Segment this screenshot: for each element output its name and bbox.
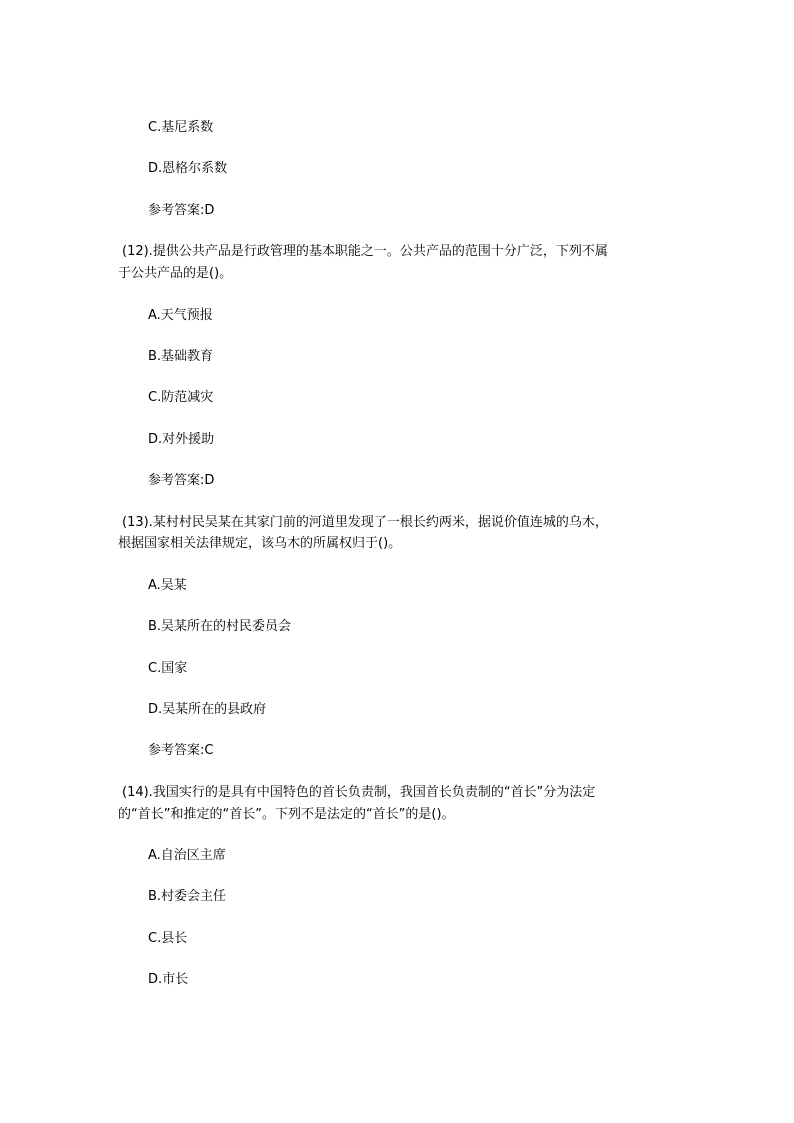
q14-option-c: C.县长: [148, 931, 188, 946]
q12-option-b: B.基础教育: [148, 349, 214, 364]
q13-option-b: B.吴某所在的村民委员会: [148, 619, 292, 634]
q13-text-line2: 根据国家相关法律规定，该乌木的所属权归于()。: [118, 536, 402, 551]
q14-option-a: A.自治区主席: [148, 848, 226, 863]
q14-text-line1: (14).我国实行的是具有中国特色的首长负责制，我国首长负责制的“首长”分为法定: [122, 785, 596, 800]
q12-option-c: C.防范减灾: [148, 390, 214, 405]
q14-option-b: B.村委会主任: [148, 889, 227, 904]
q13-option-a: A.吴某: [148, 578, 187, 593]
q14-text-line2: 的“首长”和推定的“首长”。下列不是法定的“首长”的是()。: [118, 807, 455, 822]
prev-option-d: D.恩格尔系数: [148, 161, 228, 176]
q12-text-line1: (12).提供公共产品是行政管理的基本职能之一。公共产品的范围十分广泛，下列不属: [122, 244, 608, 259]
q13-answer: 参考答案:C: [148, 743, 214, 758]
q13-text-line1: (13).某村村民吴某在其家门前的河道里发现了一根长约两米，据说价值连城的乌木，: [122, 515, 608, 530]
q12-answer: 参考答案:D: [148, 473, 215, 488]
q12-option-a: A.天气预报: [148, 308, 213, 323]
q14-option-d: D.市长: [148, 972, 189, 987]
prev-answer: 参考答案:D: [148, 203, 215, 218]
prev-option-c: C.基尼系数: [148, 120, 214, 135]
q12-option-d: D.对外援助: [148, 432, 215, 447]
q13-option-c: C.国家: [148, 661, 188, 676]
q12-text-line2: 于公共产品的是()。: [118, 266, 233, 281]
q13-option-d: D.吴某所在的县政府: [148, 702, 267, 717]
